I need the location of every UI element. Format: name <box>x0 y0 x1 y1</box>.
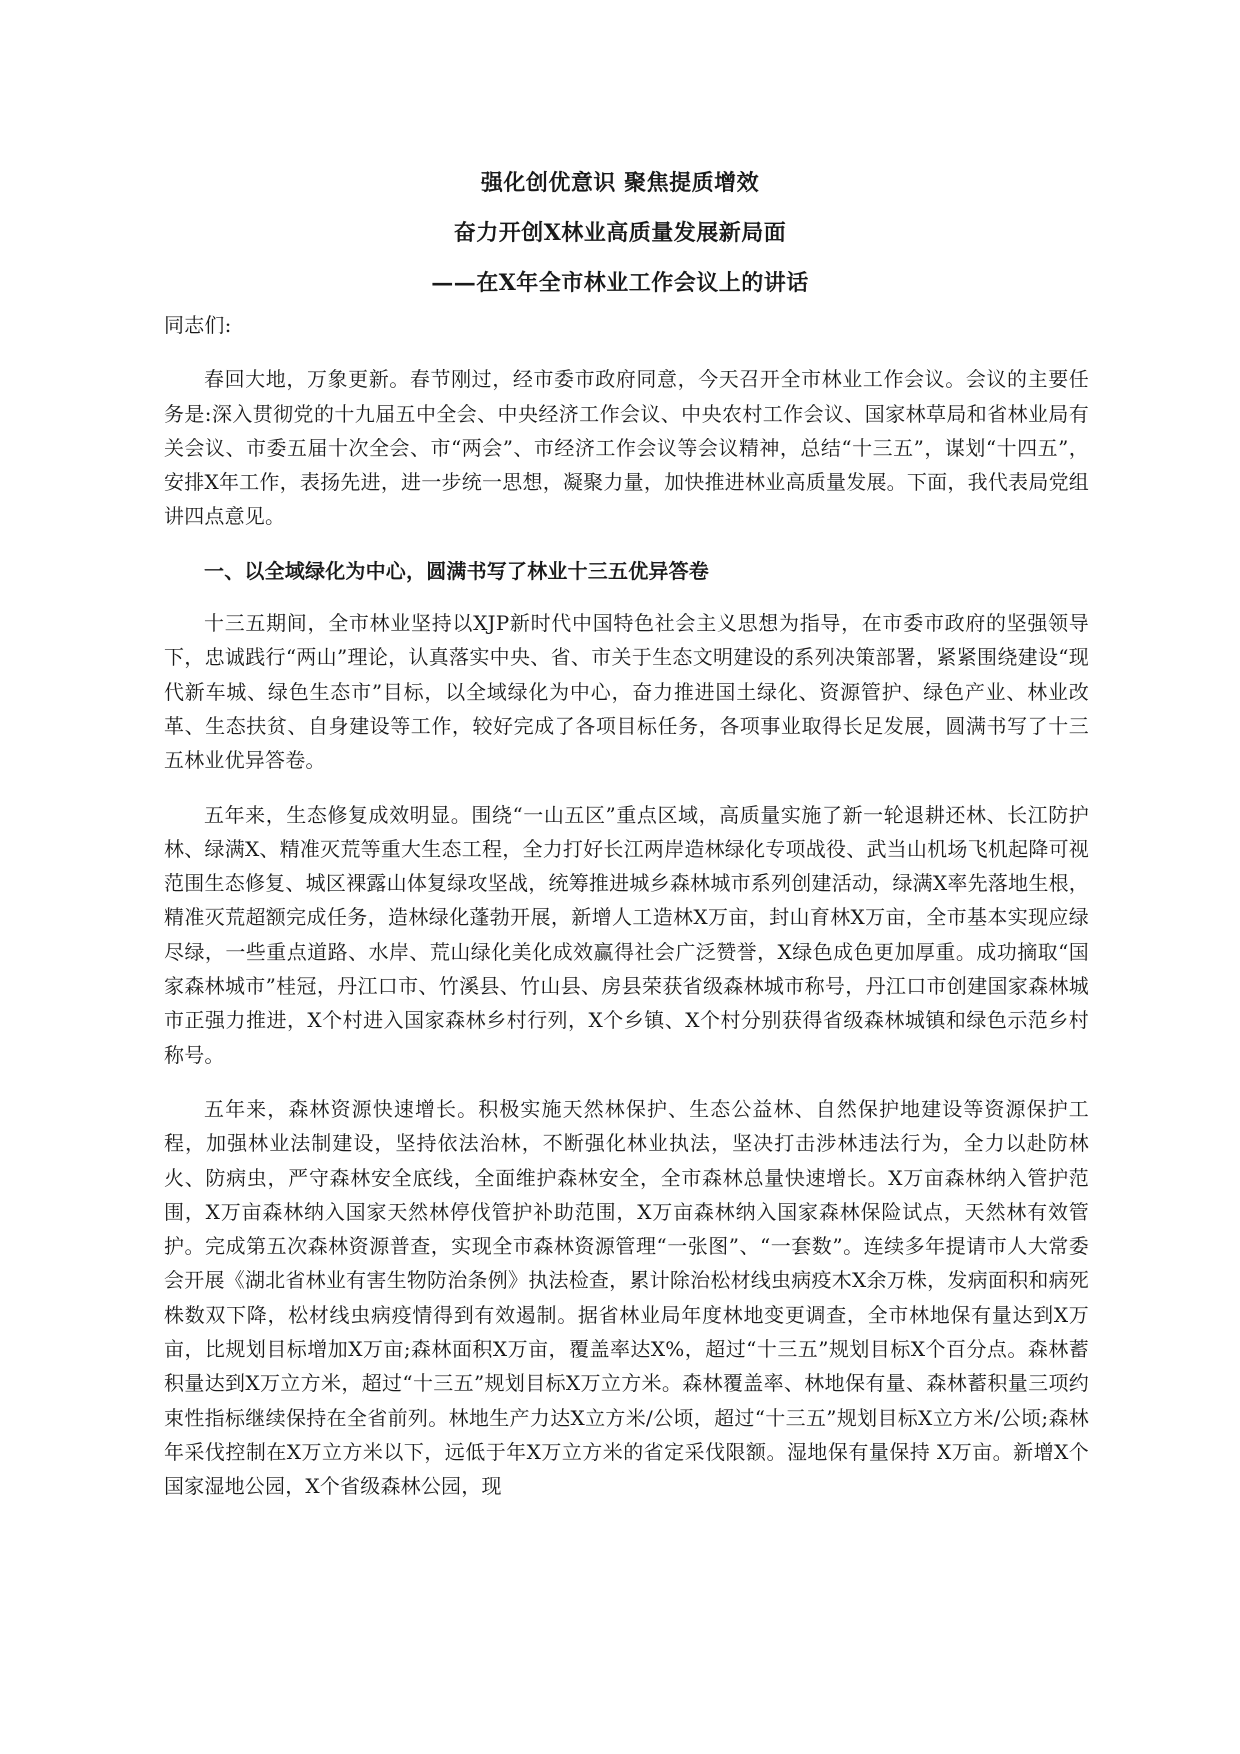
section-heading-1: 一、以全域绿化为中心，圆满书写了林业十三五优异答卷 <box>204 558 709 583</box>
paragraph-ecological-restoration: 五年来，生态修复成效明显。围绕“一山五区”重点区域，高质量实施了新一轮退耕还林、长江防护林、绿满X、精准灭荒等重大生态工程，全力打好长江两岸造林绿化专项战役、武当山机场飞机起降可视范围生态修复、城区裸露山体复绿攻坚战，统筹推进城乡森林城市系列创建活动，绿满X率先落地生根，精准灭荒超额完成任务，造林绿化蓬勃开展，新增人工造林X万亩，封山育林X万亩，全市基本实现应绿尽绿，一些重点道路、水岸、荒山绿化美化成效赢得社会广泛赞誉，X绿色成色更加厚重。成功摘取“国家森林城市”桂冠，丹江口市、竹溪县、竹山县、房县荣获省级森林城市称号，丹江口市创建国家森林城市正强力推进，X个村进入国家森林乡村行列，X个乡镇、X个村分别获得省级森林城镇和绿色示范乡村称号。 <box>164 802 1089 1067</box>
intro-paragraph: 春回大地，万象更新。春节刚过，经市委市政府同意，今天召开全市林业工作会议。会议的主要任务是:深入贯彻党的十九届五中全会、中央经济工作会议、中央农村工作会议、国家林草局和省林业局有关会议、市委五届十次全会、市“两会”、市经济工作会议等会议精神，总结“十三五”，谋划“十四五”，安排X年工作，表扬先进，进一步统一思想，凝聚力量，加快推进林业高质量发展。下面，我代表局党组讲四点意见。 <box>164 367 1089 529</box>
salutation: 同志们: <box>164 313 232 337</box>
title-block <box>0 158 1240 308</box>
sub-title: 奋力开创X林业高质量发展新局面 <box>453 220 787 246</box>
body-text <box>164 308 1089 1524</box>
paragraph-overview: 十三五期间，全市林业坚持以XJP新时代中国特色社会主义思想为指导，在市委市政府的坚强领导下，忠诚践行“两山”理论，认真落实中央、省、市关于生态文明建设的系列决策部署，紧紧围绕建设“现代新车城、绿色生态市”目标，以全域绿化为中心，奋力推进国土绿化、资源管护、绿色产业、林业改革、生态扶贫、自身建设等工作，较好完成了各项目标任务，各项事业取得长足发展，圆满书写了十三五林业优异答卷。 <box>164 611 1089 773</box>
main-title: 强化创优意识 聚焦提质增效 <box>480 170 760 196</box>
paragraph-forest-resources: 五年来，森林资源快速增长。积极实施天然林保护、生态公益林、自然保护地建设等资源保护工程，加强林业法制建设，坚持依法治林，不断强化林业执法，坚决打击涉林违法行为，全力以赴防林火、防病虫，严守森林安全底线，全面维护森林安全，全市森林总量快速增长。X万亩森林纳入管护范围，X万亩森林纳入国家天然林停伐管护补助范围，X万亩森林纳入国家森林保险试点，天然林有效管护。完成第五次森林资源普查，实现全市森林资源管理“一张图”、“一套数”。连续多年提请市人大常委会开展《湖北省林业有害生物防治条例》执法检查，累计除治松材线虫病疫木X余万株，发病面积和病死株数双下降，松材线虫病疫情得到有效遏制。据省林业局年度林地变更调查，全市林地保有量达到X万亩，比规划目标增加X万亩;森林面积X万亩，覆盖率达X%，超过“十三五”规划目标X个百分点。森林蓄积量达到X万立方米，超过“十三五”规划目标X万立方米。森林覆盖率、林地保有量、森林蓄积量三项约束性指标继续保持在全省前列。林地生产力达X立方米/公顷，超过“十三五”规划目标X立方米/公顷;森林年采伐控制在X万立方米以下，远低于年X万立方米的省定采伐限额。湿地保有量保持 X万亩。新增X个国家湿地公园，X个省级森林公园，现 <box>164 1096 1089 1499</box>
speech-subtitle: ——在X年全市林业工作会议上的讲话 <box>431 270 809 296</box>
